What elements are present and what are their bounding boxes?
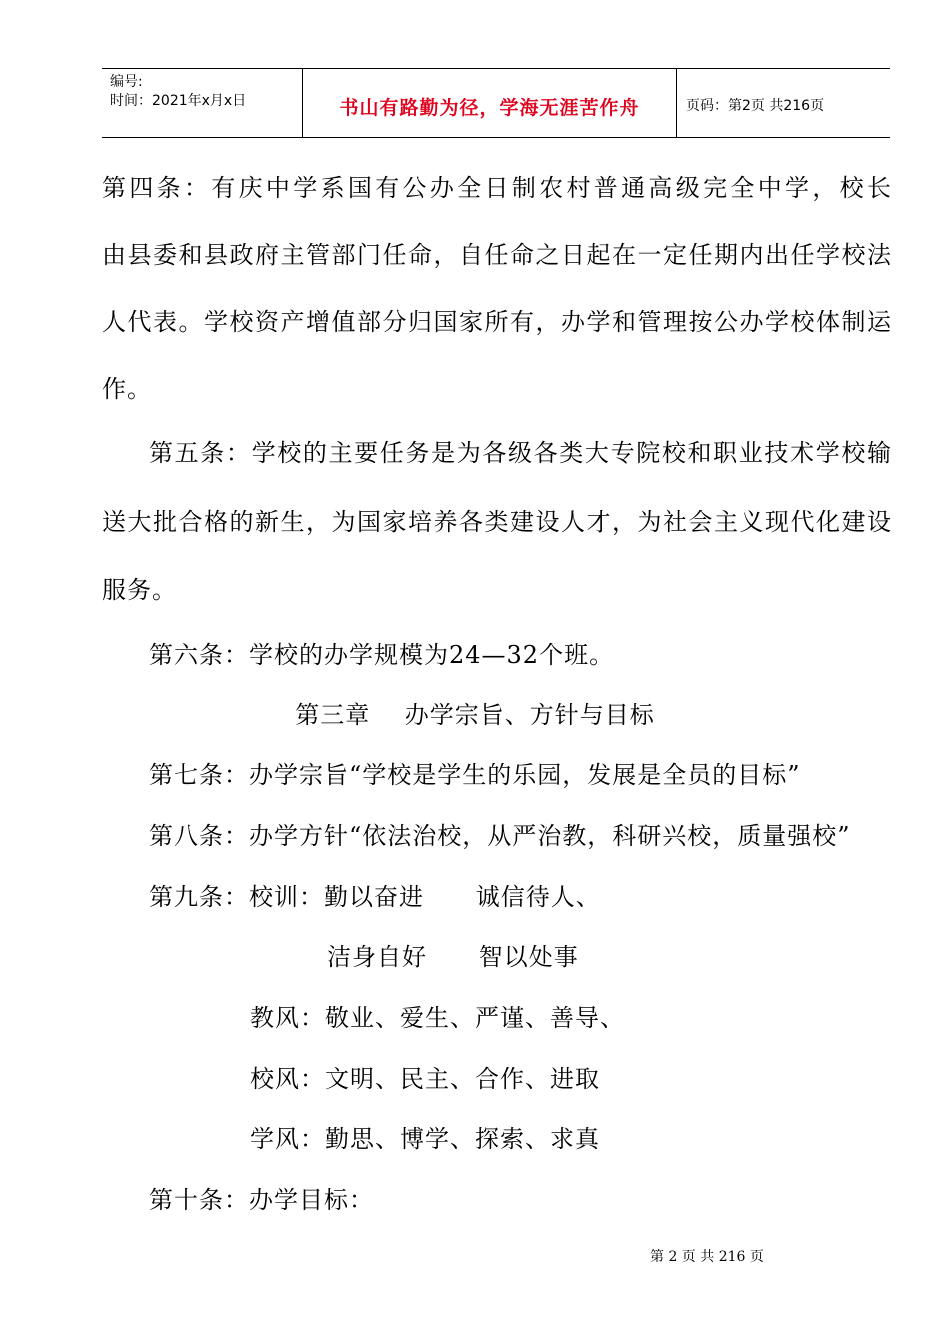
article-6: 第六条：学校的办学规模为24—32个班。 xyxy=(149,641,615,669)
article-10: 第十条：办学目标： xyxy=(149,1186,374,1214)
article-5-line-2: 送大批合格的新生，为国家培养各类建设人才，为社会主义现代化建设 xyxy=(102,508,892,536)
article-4-line-2: 由县委和县政府主管部门任命，自任命之日起在一定任期内出任学校法 xyxy=(102,241,892,269)
number-label: 编号: xyxy=(110,74,143,90)
study-style: 学风：勤思、博学、探索、求真 xyxy=(250,1125,600,1153)
article-8: 第八条：办学方针“依法治校，从严治教，科研兴校，质量强校” xyxy=(149,822,851,850)
header-page-info: 页码：第2页 共216页 xyxy=(686,98,825,114)
article-4-line-4: 作。 xyxy=(102,375,152,403)
time-label: 时间：2021年x月x日 xyxy=(110,93,247,109)
header-motto: 书山有路勤为径，学海无涯苦作舟 xyxy=(339,97,640,119)
header-meta xyxy=(110,73,246,111)
teaching-style: 教风：敬业、爱生、严谨、善导、 xyxy=(250,1004,625,1032)
article-4-line-3: 人代表。学校资产增值部分归国家所有，办学和管理按公办学校体制运 xyxy=(102,308,892,336)
header-divider xyxy=(676,69,677,137)
article-9-motto-line-2: 洁身自好 智以处事 xyxy=(327,943,579,971)
page-header xyxy=(102,68,890,138)
school-style: 校风：文明、民主、合作、进取 xyxy=(250,1065,600,1093)
page-footer: 第 2 页 共 216 页 xyxy=(650,1249,764,1265)
article-4-line-1: 第四条：有庆中学系国有公办全日制农村普通高级完全中学，校长 xyxy=(102,174,892,202)
chapter-3-heading: 第三章 办学宗旨、方针与目标 xyxy=(295,701,655,729)
article-9-motto-line-1: 第九条：校训：勤以奋进 诚信待人、 xyxy=(149,883,601,911)
article-5-line-3: 服务。 xyxy=(102,576,177,604)
article-7: 第七条：办学宗旨“学校是学生的乐园，发展是全员的目标” xyxy=(149,761,801,789)
article-5-line-1: 第五条：学校的主要任务是为各级各类大专院校和职业技术学校输 xyxy=(149,439,892,467)
